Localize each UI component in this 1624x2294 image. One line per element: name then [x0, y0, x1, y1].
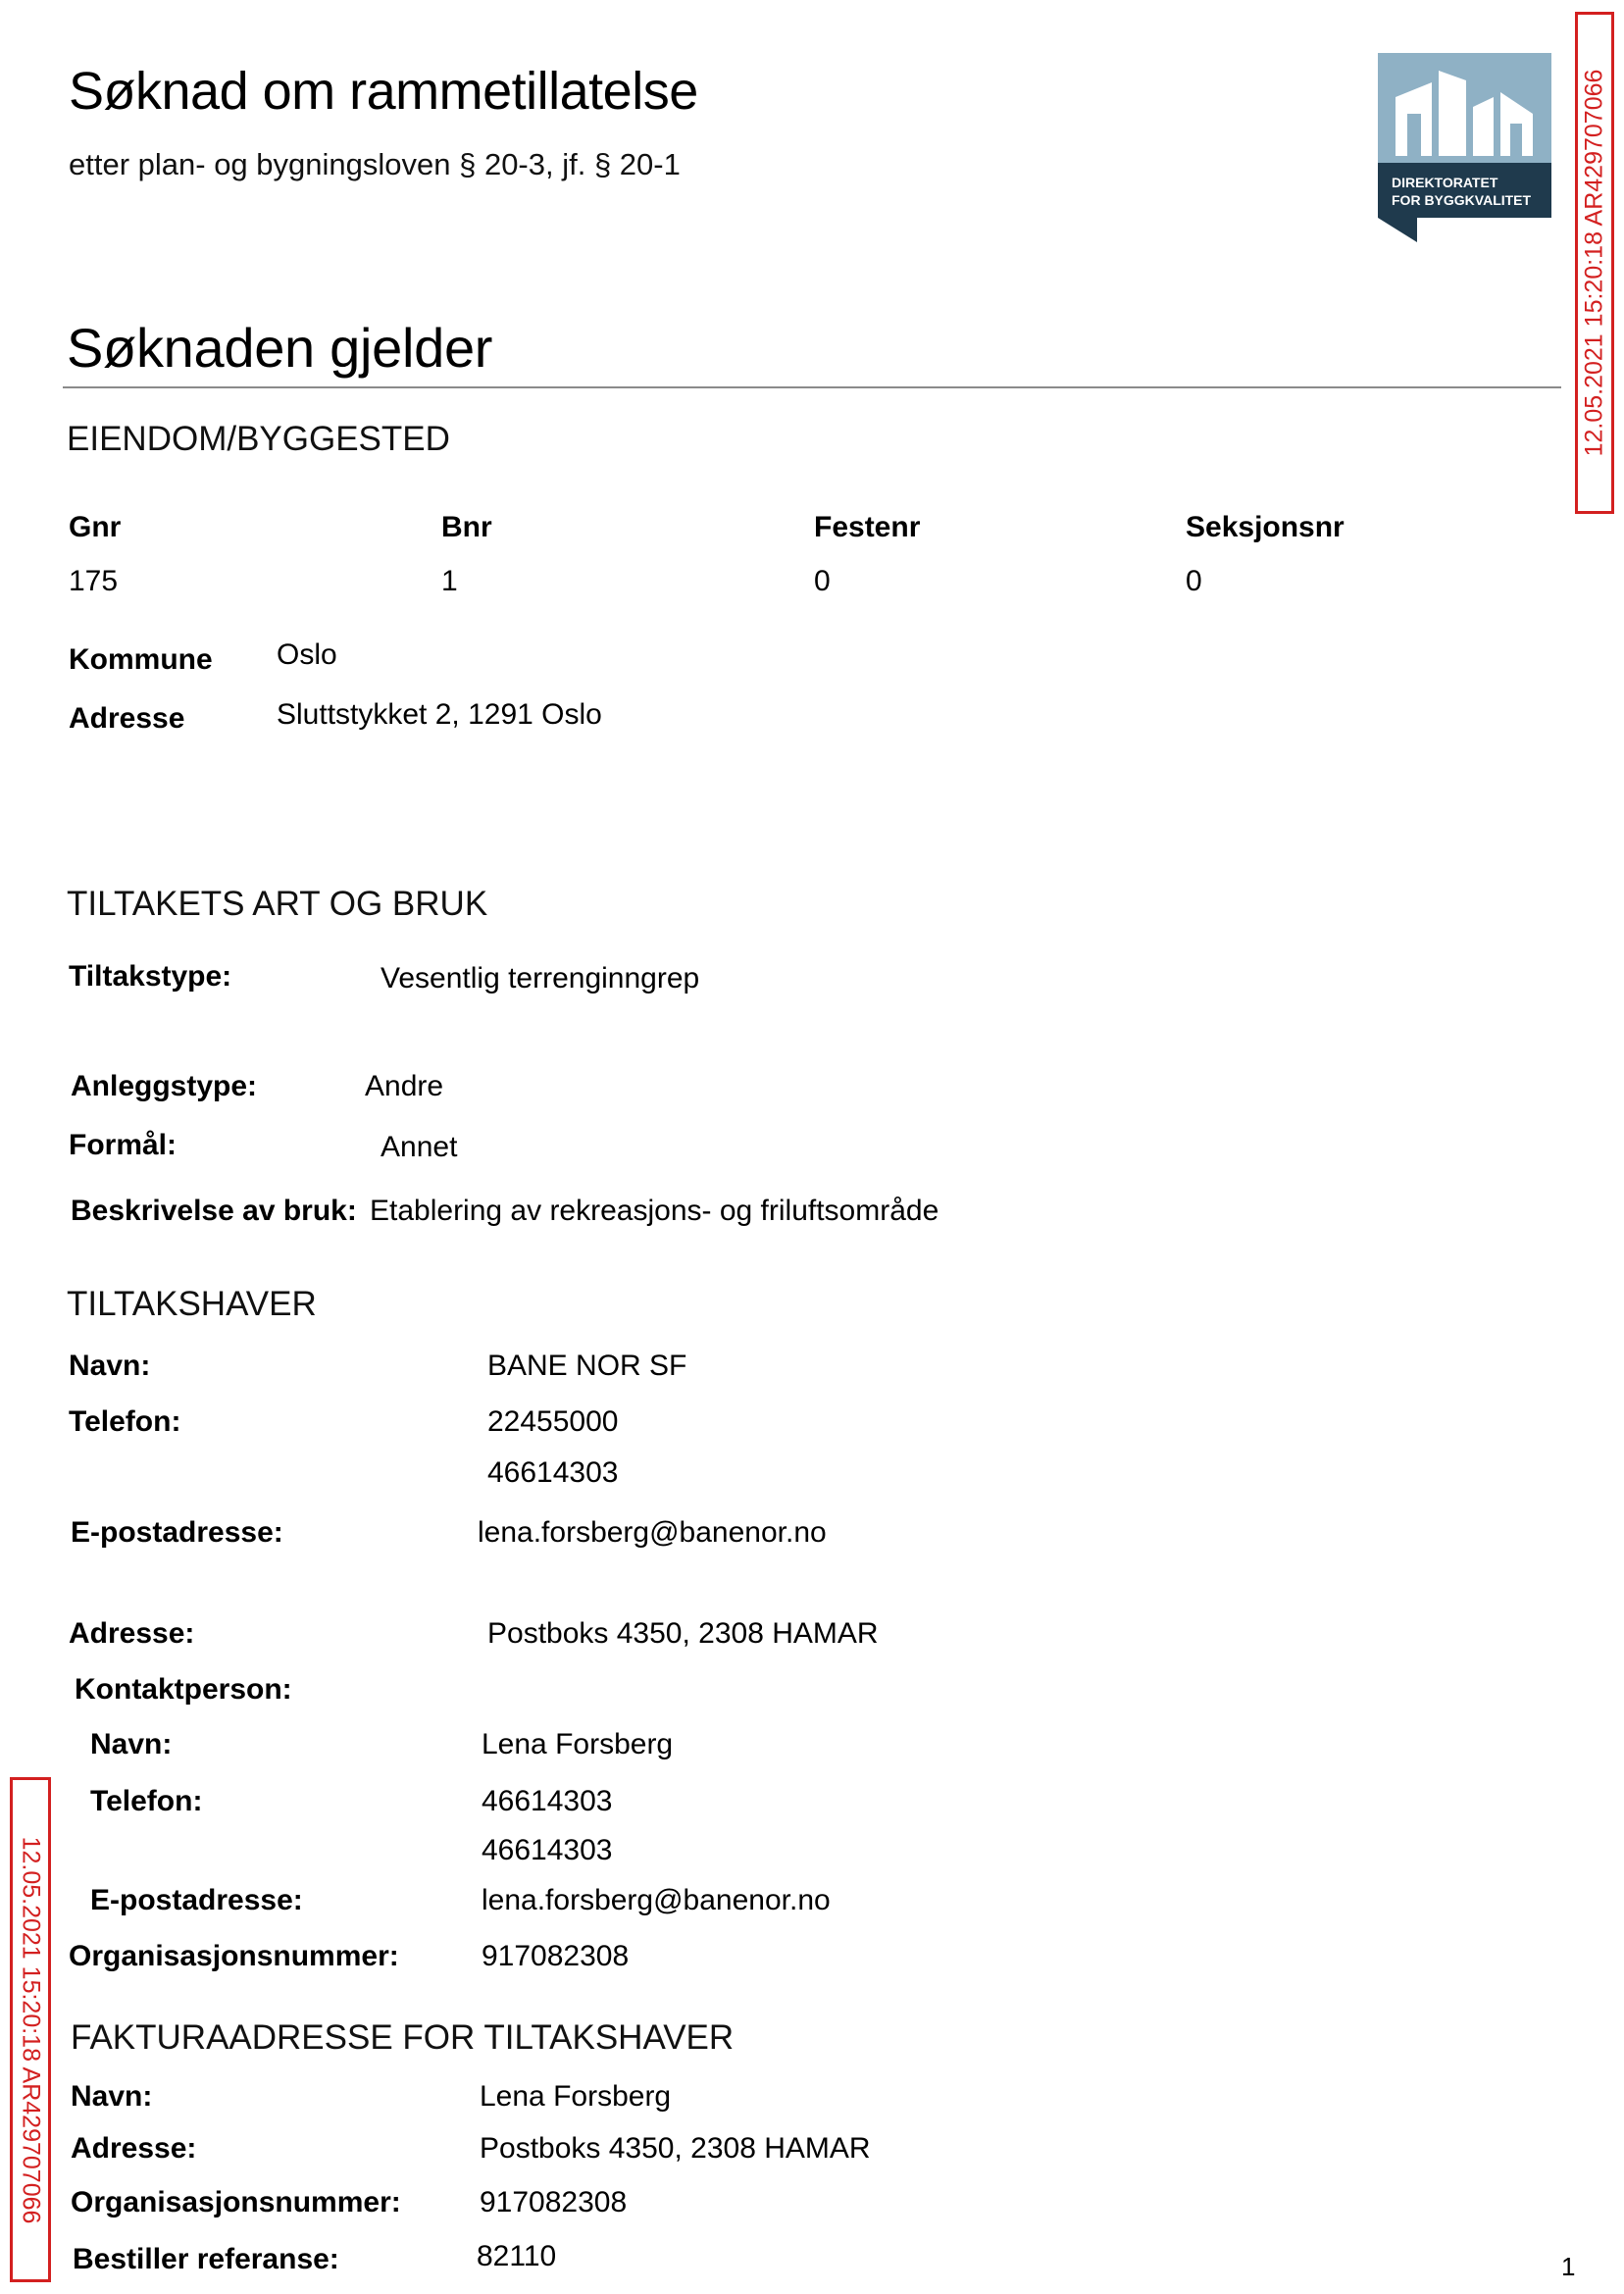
document-title: Søknad om rammetillatelse: [69, 62, 698, 121]
tiltakshaver-adresse-value: Postboks 4350, 2308 HAMAR: [487, 1617, 879, 1650]
bnr-value: 1: [441, 565, 458, 597]
tiltakshaver-navn-value: BANE NOR SF: [487, 1350, 687, 1382]
page-number: 1: [1561, 2252, 1576, 2281]
festenr-value: 0: [814, 565, 831, 597]
tiltak-section-title: TILTAKETS ART OG BRUK: [67, 885, 488, 923]
stamp-text: 12.05.2021 15:20:18 AR429707066: [17, 1836, 45, 2223]
tiltakshaver-orgnr-label: Organisasjonsnummer:: [69, 1940, 399, 1972]
svg-text:DIREKTORATET: DIREKTORATET: [1392, 175, 1498, 190]
kommune-value: Oslo: [277, 638, 337, 671]
faktura-orgnr-label: Organisasjonsnummer:: [71, 2186, 401, 2218]
tiltakshaver-epost-value: lena.forsberg@banenor.no: [478, 1516, 827, 1549]
section-heading: Søknaden gjelder: [67, 317, 493, 379]
tiltakshaver-navn-label: Navn:: [69, 1350, 151, 1382]
tiltakstype-label: Tiltakstype:: [69, 960, 232, 993]
faktura-referanse-value: 82110: [477, 2240, 557, 2272]
beskrivelse-label: Beskrivelse av bruk:: [71, 1195, 357, 1227]
receipt-stamp-top: [1575, 12, 1614, 514]
faktura-navn-label: Navn:: [71, 2080, 153, 2113]
formal-label: Formål:: [69, 1129, 178, 1161]
kontakt-telefon-label: Telefon:: [90, 1785, 203, 1817]
tiltakstype-value: Vesentlig terrenginngrep: [381, 962, 700, 994]
kontakt-epost-label: E-postadresse:: [90, 1884, 303, 1916]
beskrivelse-value: Etablering av rekreasjons- og friluftsområde: [370, 1195, 939, 1227]
kontakt-epost-value: lena.forsberg@banenor.no: [482, 1884, 831, 1916]
faktura-orgnr-value: 917082308: [480, 2186, 628, 2218]
stamp-text: 12.05.2021 15:20:18 AR429707066: [1580, 69, 1608, 457]
kommune-label: Kommune: [69, 643, 213, 676]
kontaktperson-label: Kontaktperson:: [75, 1673, 292, 1706]
tiltakshaver-orgnr-value: 917082308: [482, 1940, 630, 1972]
faktura-adresse-label: Adresse:: [71, 2132, 197, 2165]
faktura-adresse-value: Postboks 4350, 2308 HAMAR: [480, 2132, 871, 2165]
kontakt-navn-value: Lena Forsberg: [482, 1728, 674, 1760]
dibk-logo: [1378, 53, 1551, 242]
kontakt-navn-label: Navn:: [90, 1728, 173, 1760]
festenr-label: Festenr: [814, 511, 921, 543]
building-logo-icon: [1378, 53, 1551, 242]
receipt-stamp-left: [10, 1777, 51, 2282]
gnr-label: Gnr: [69, 511, 122, 543]
tiltakshaver-section-title: TILTAKSHAVER: [67, 1285, 317, 1323]
tiltakshaver-telefon1-value: 22455000: [487, 1405, 619, 1438]
formal-value: Annet: [381, 1131, 458, 1163]
bnr-label: Bnr: [441, 511, 492, 543]
tiltakshaver-telefon2-value: 46614303: [487, 1456, 619, 1489]
tiltakshaver-epost-label: E-postadresse:: [71, 1516, 283, 1549]
faktura-section-title: FAKTURAADRESSE FOR TILTAKSHAVER: [71, 2018, 735, 2057]
seksjonsnr-label: Seksjonsnr: [1186, 511, 1345, 543]
anleggstype-label: Anleggstype:: [71, 1070, 258, 1102]
gnr-value: 175: [69, 565, 119, 597]
tiltakshaver-adresse-label: Adresse:: [69, 1617, 195, 1650]
heading-divider: [63, 386, 1561, 388]
tiltakshaver-telefon-label: Telefon:: [69, 1405, 181, 1438]
kontakt-telefon1-value: 46614303: [482, 1785, 613, 1817]
eiendom-section-title: EIENDOM/BYGGESTED: [67, 420, 450, 458]
seksjonsnr-value: 0: [1186, 565, 1202, 597]
faktura-navn-value: Lena Forsberg: [480, 2080, 672, 2113]
adresse-label: Adresse: [69, 702, 185, 735]
document-subtitle: etter plan- og bygningsloven § 20-3, jf. § 20-1: [69, 147, 681, 181]
svg-text:FOR BYGGKVALITET: FOR BYGGKVALITET: [1392, 192, 1532, 208]
kontakt-telefon2-value: 46614303: [482, 1834, 613, 1866]
adresse-value: Sluttstykket 2, 1291 Oslo: [277, 698, 602, 731]
anleggstype-value: Andre: [365, 1070, 444, 1102]
faktura-referanse-label: Bestiller referanse:: [73, 2243, 339, 2275]
